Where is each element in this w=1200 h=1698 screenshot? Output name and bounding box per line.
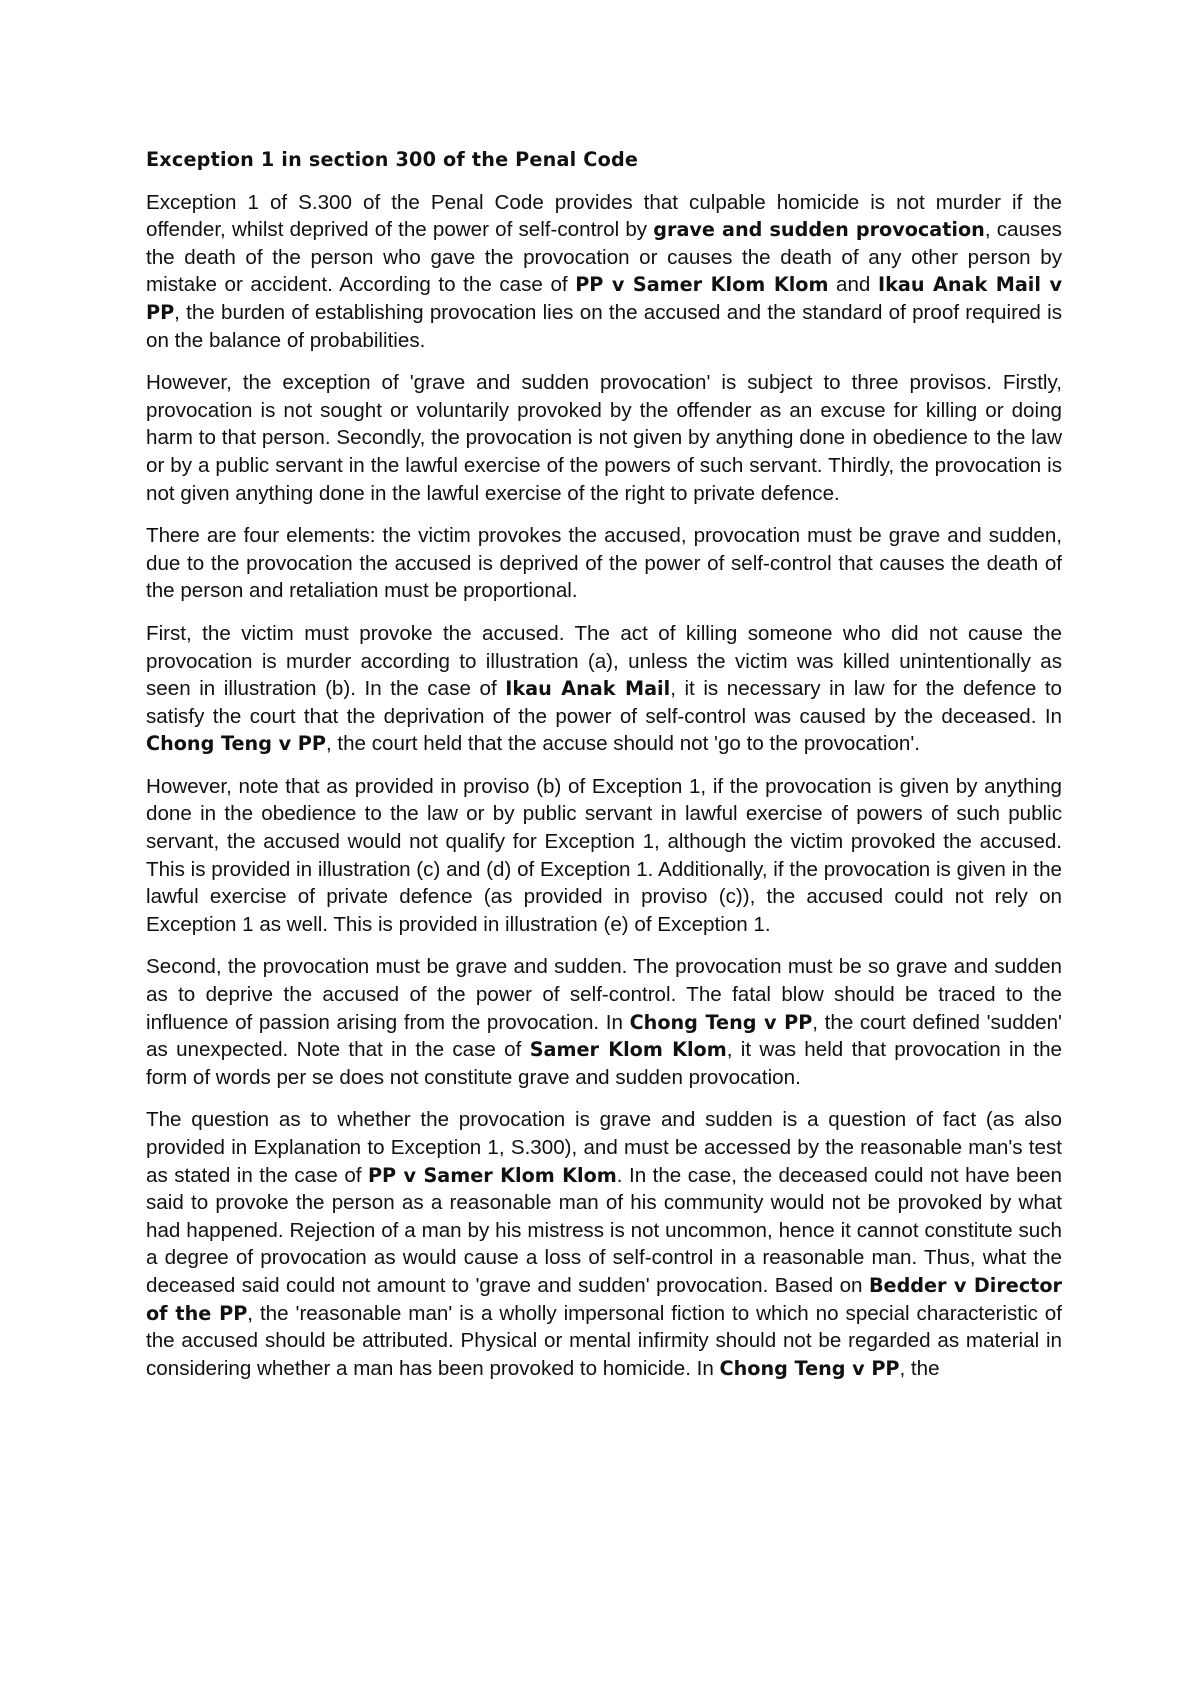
case-citation: Chong Teng v PP <box>629 1010 813 1034</box>
paragraph-text: Exception 1 of S.300 of the Penal Code provides that culpable homicide is not murder if the offender, whilst deprived of the power of self-control by <box>146 190 1062 242</box>
document-page <box>146 146 1062 1397</box>
paragraph <box>146 522 1062 605</box>
paragraph-text: , the burden of establishing provocation lies on the accused and the standard of proof required is on the balance of probabilities. <box>146 300 1062 352</box>
paragraph-text: There are four elements: the victim provokes the accused, provocation must be grave and sudden, due to the provocation the accused is deprived of the power of self-control that causes the death of the person and retaliation must be proportional. <box>146 524 1062 603</box>
paragraph-text: First, the victim must provoke the accused. The act of killing someone who did not cause the provocation is murder according to illustration (a), unless the victim was killed unintentionally as seen in illustration (b). In the case of <box>146 621 1062 701</box>
document-heading: Exception 1 in section 300 of the Penal Code <box>146 148 639 171</box>
paragraph-text: , it is necessary in law for the defence to satisfy the court that the deprivation of the power of self-control was caused by the deceased. In <box>146 677 1063 728</box>
paragraph-text: , the <box>899 1356 940 1380</box>
paragraph <box>146 620 1062 758</box>
paragraph <box>146 773 1062 939</box>
case-citation: Bedder v Director of the PP <box>146 1273 1063 1325</box>
paragraph-text: However, note that as provided in proviso (b) of Exception 1, if the provocation is given by anything done in the obedience to the law or by public servant in lawful exercise of powers of such public servant, the accused would not qualify for Exception 1, although the victim provoked the accused. This is provided in illustration (c) and (d) of Exception 1. Additionally, if the provocation is given in the lawful exercise of private defence (as provided in proviso (c)), the accused could not rely on Exception 1 as well. This is provided in illustration (e) of Exception 1. <box>146 774 1062 936</box>
case-citation: Ikau Anak Mail v PP <box>146 273 1062 324</box>
case-citation: PP v Samer Klom Klom <box>367 1163 617 1187</box>
case-citation: Samer Klom Klom <box>529 1038 727 1062</box>
paragraph-text: , the court defined 'sudden' as unexpected. Note that in the case of <box>146 1010 1062 1062</box>
document-body <box>146 189 1062 1383</box>
paragraph-text: , the court held that the accuse should not 'go to the provocation'. <box>325 732 920 756</box>
case-citation: Chong Teng v PP <box>719 1356 900 1380</box>
paragraph <box>146 953 1062 1091</box>
paragraph-text: Second, the provocation must be grave and sudden. The provocation must be so grave and sudden as to deprive the accused of the power of self-control. The fatal blow should be traced to the influence of passion arising from the provocation. In <box>146 955 1062 1034</box>
case-citation: Ikau Anak Mail <box>505 677 671 701</box>
paragraph-text: , causes the death of the person who gave the provocation or causes the death of any other person by mistake or accident. According to the case of <box>146 218 1062 297</box>
paragraph-text: and <box>828 273 878 297</box>
paragraph <box>146 189 1062 355</box>
paragraph <box>146 1106 1062 1382</box>
paragraph <box>146 369 1062 507</box>
case-citation: PP v Samer Klom Klom <box>575 273 829 297</box>
paragraph-text: The question as to whether the provocation is grave and sudden is a question of fact (as also provided in Explanation to Exception 1, S.300), and must be accessed by the reasonable man's test as stated in the case of <box>146 1108 1062 1187</box>
paragraph-text: , the 'reasonable man' is a wholly impersonal fiction to which no special characteristic of the accused should be attributed. Physical or mental infirmity should not be regarded as material in considering whether a man has been provoked to homicide. In <box>146 1301 1062 1380</box>
paragraph-text: However, the exception of 'grave and sudden provocation' is subject to three provisos. Firstly, provocation is not sought or voluntarily provoked by the offender as an excuse for killing or doing harm to that person. Secondly, the provocation is not given by anything done in obedience to the law or by a public servant in the lawful exercise of the powers of such servant. Thirdly, the provocation is not given anything done in the lawful exercise of the right to private defence. <box>146 371 1062 505</box>
paragraph-text: , it was held that provocation in the form of words per se does not constitute grave and sudden provocation. <box>146 1038 1062 1089</box>
paragraph-text: . In the case, the deceased could not have been said to provoke the person as a reasonable man of his community would not be provoked by what had happened. Rejection of a man by his mistress is not uncommon, hence it cannot constitute such a degree of provocation as would cause a loss of self-control in a reasonable man. Thus, what the deceased said could not amount to 'grave and sudden' provocation. Based on <box>146 1163 1062 1297</box>
case-citation: Chong Teng v PP <box>146 732 326 756</box>
case-citation: grave and sudden provocation <box>653 218 985 242</box>
